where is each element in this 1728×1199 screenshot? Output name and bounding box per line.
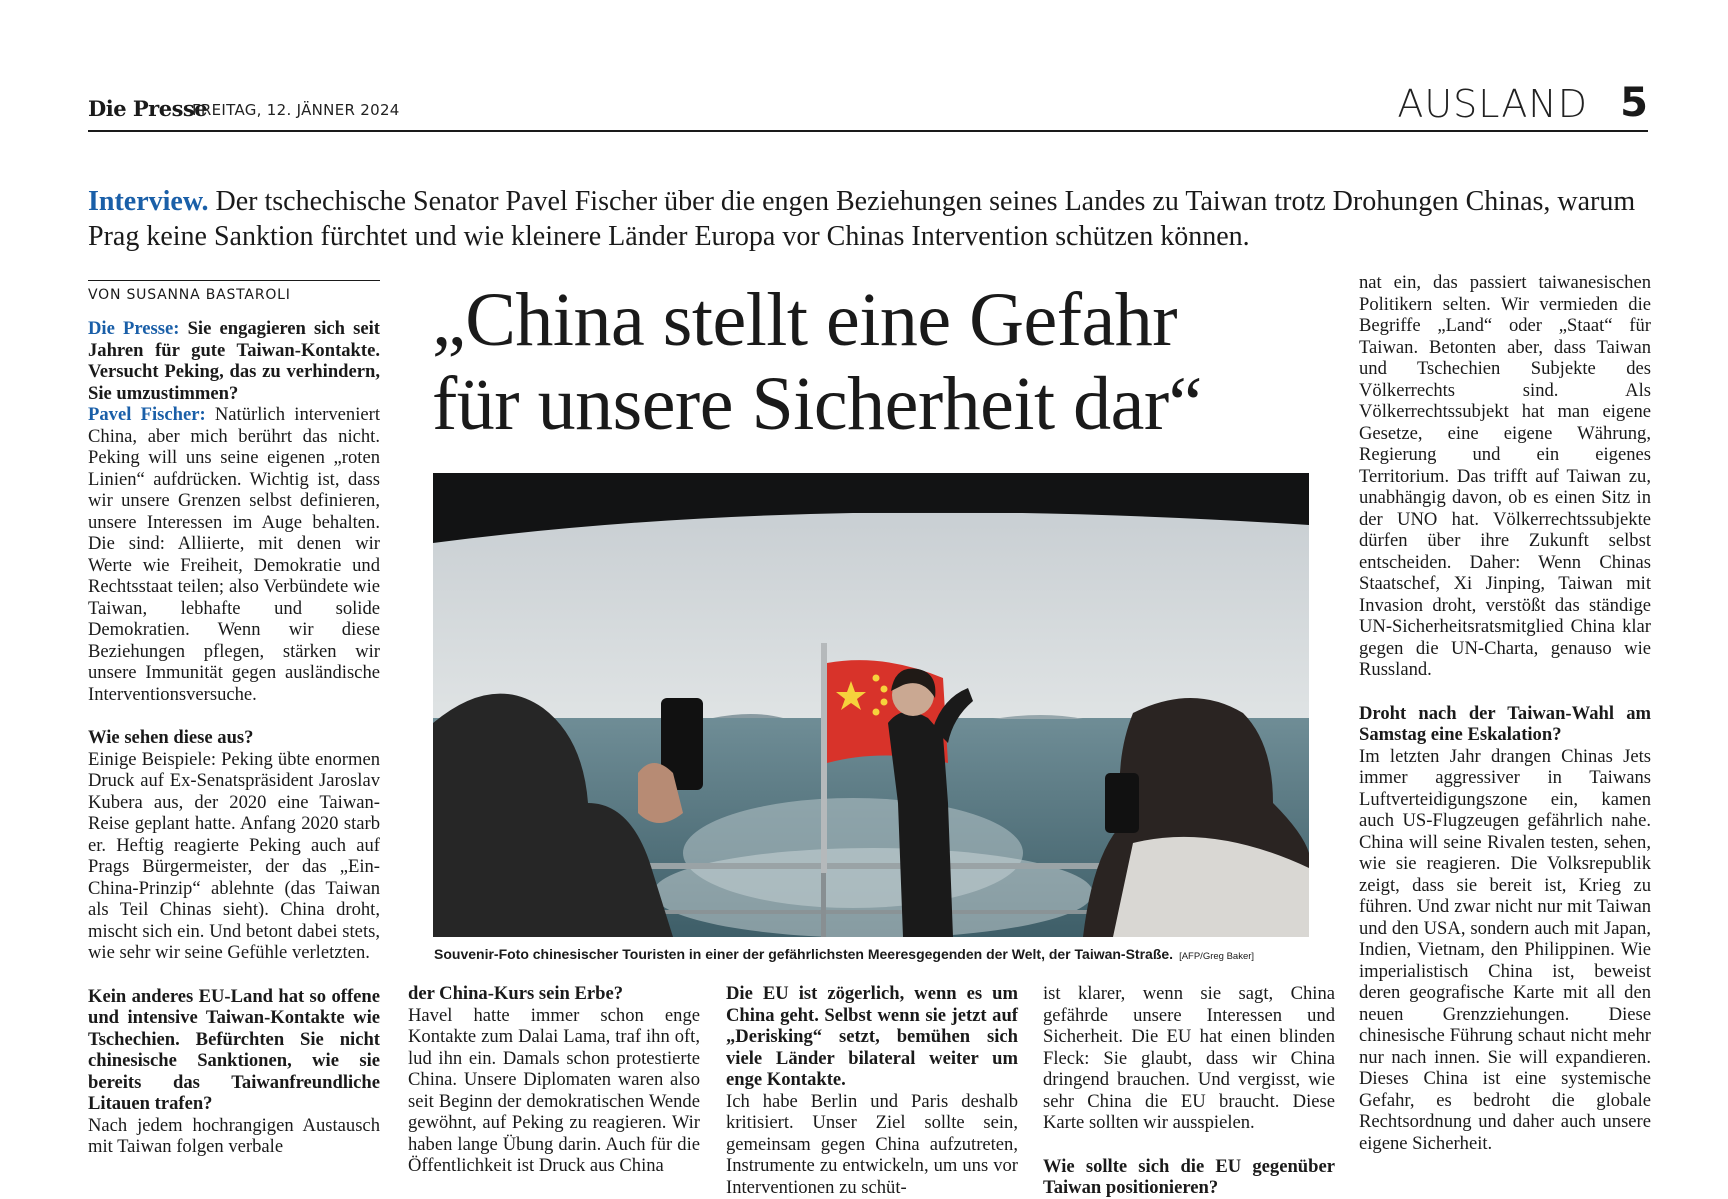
intro-text: Der tschechische Senator Pavel Fischer über die engen Beziehungen seines Landes zu Taiwan trotz Drohungen Chinas, warum Prag keine Sanktion fürchtet und wie kleinere Länder Europa vor Chinas Intervention schützen können. <box>88 186 1636 252</box>
answer-6: nat ein, das passiert taiwanesischen Politikern selten. Wir vermieden die Begriffe „Land“ oder „Staat“ für Taiwan. Betonten aber, dass Taiwan und Tschechien Subjekte des Völkerrechts sind. Als Völkerrechtssubjekt hat man eigene Gesetze, eine eigene Währung, Regierung und ein eigenes Territorium. Das trifft auf Taiwan zu, unabhängig davon, ob es einen Sitz in der UNO hat. Völkerrechtssubjekte dürfen über ihre Zukunft selbst entscheiden. Daher: Wenn Chinas Staatschef, Xi Jinping, Taiwan mit Invasion droht, verstößt das ständige UN-Sicherheitsratsmitglied China klar gegen die UN-Charta, genauso wie Russland. <box>1359 272 1651 680</box>
headline-line-1: „China stellt eine Gefahr <box>432 278 1178 362</box>
article-column-1 <box>88 318 380 1158</box>
photo-credit: [AFP/Greg Baker] <box>1179 951 1255 962</box>
speaker-die-presse: Die Presse: <box>88 318 180 339</box>
byline: VON SUSANNA BASTAROLI <box>88 280 380 303</box>
article-column-4 <box>1043 983 1335 1199</box>
photo-caption <box>434 946 1334 962</box>
intro-kicker: Interview. <box>88 186 209 217</box>
question-5: Die EU ist zögerlich, wenn es um China geht. Selbst wenn sie jetzt auf „Derisking“ setzt, bemühen sich viele Länder bilateral weiter um enge Kontakte. <box>726 983 1018 1090</box>
masthead <box>88 80 1648 132</box>
section-title: AUSLAND <box>1397 82 1588 126</box>
answer-1-text: Natürlich interveniert China, aber mich berührt das nicht. Peking will uns seine eigenen „roten Linien“ aufdrücken. Wichtig ist, dass wir unsere Grenzen selbst definieren, unsere Interessen im Auge behalten. Die sind: Alliierte, mit denen wir Werte wie Freiheit, Demokratie und Rechtsstaat teilen; also Verbündete wie Taiwan, lebhafte und solide Demokratien. Wenn wir diese Beziehungen pflegen, stärken wir unsere Immunität gegen ausländische Interventionsversuche. <box>88 404 380 705</box>
question-2: Wie sehen diese aus? <box>88 727 254 748</box>
headline <box>432 278 1332 446</box>
question-1 <box>88 318 380 404</box>
question-3: Kein anderes EU-Land hat so offene und intensive Taiwan-Kontakte wie Tschechien. Befürchten Sie nicht chinesische Sanktionen, wie sie bereits das Taiwanfreundliche Litauen trafen? <box>88 985 380 1114</box>
answer-5: Ich habe Berlin und Paris deshalb kritisiert. Unser Ziel sollte sein, gemeinsam gegen China aufzutreten, Instrumente zu entwickeln, um uns vor Interventionen zu schüt- <box>726 1090 1018 1198</box>
article-column-3 <box>726 983 1018 1198</box>
question-6: Wie sollte sich die EU gegenüber Taiwan positionieren? <box>1043 1155 1335 1198</box>
article-photo <box>433 473 1309 937</box>
issue-date: FREITAG, 12. JÄNNER 2024 <box>192 101 400 119</box>
answer-4: Havel hatte immer schon enge Kontakte zum Dalai Lama, traf ihn oft, lud ihn ein. Damals schon protestierte China. Unsere Diplomaten waren also seit Beginn der demokratischen Wende gewöhnt, auf Peking zu reagieren. Wir haben lange Übung darin. Auch für die Öffentlichkeit ist Druck aus China <box>408 1004 700 1176</box>
article-column-2 <box>408 983 700 1177</box>
article-intro <box>88 184 1688 254</box>
answer-2: Einige Beispiele: Peking übte enormen Druck auf Ex-Senatspräsident Jaroslav Kubera aus, der 2020 eine Taiwan-Reise geplant hatte. Anfang 2020 starb er. Heftig reagierte Peking auch auf Prags Bürgermeister, der das „Ein-China-Prinzip“ ablehnte (das Taiwan als Teil Chinas sieht). China droht, mischt sich ein. Und betont dabei stets, wie sehr wir seine Gefühle verletzten. <box>88 748 380 963</box>
newspaper-logo: Die Presse <box>88 96 208 121</box>
article-column-right <box>1359 272 1651 1154</box>
question-7: Droht nach der Taiwan-Wahl am Samstag eine Eskalation? <box>1359 702 1651 745</box>
caption-text: Souvenir-Foto chinesischer Touristen in einer der gefährlichsten Meeresgegenden der Welt, der Taiwan-Straße. <box>434 946 1174 962</box>
page-number: 5 <box>1620 80 1648 126</box>
headline-line-2: für unsere Sicherheit dar“ <box>432 362 1202 446</box>
question-1-text: Sie engagieren sich seit Jahren für gute Taiwan-Kontakte. Versucht Peking, das zu verhindern, Sie umzustimmen? <box>88 318 380 404</box>
answer-3: Nach jedem hochrangigen Austausch mit Taiwan folgen verbale <box>88 1114 380 1157</box>
answer-7: Im letzten Jahr drangen Chinas Jets immer aggressiver in Taiwans Luftverteidigungszone ein, kamen auch US-Flugzeugen gefährlich nahe. China will seine Rivalen testen, sehen, wie sie reagieren. Die Volksrepublik zeigt, dass sie bereit ist, Krieg zu führen. Und zwar nicht nur mit Taiwan und den USA, sondern auch mit Japan, Indien, Vietnam, den Philippinen. Wie imperialistisch China ist, beweist deren geografische Karte mit all den neuen Grenzziehungen. Diese chinesische Führung schaut nicht mehr nur nach innen. Sie will expandieren. Dieses China ist eine systemische Gefahr, es bedroht die globale Rechtsordnung und daher auch unsere eigene Sicherheit. <box>1359 745 1651 1154</box>
question-4-end: der China-Kurs sein Erbe? <box>408 983 624 1004</box>
speaker-pavel-fischer: Pavel Fischer: <box>88 404 206 425</box>
answer-5-cont: ist klarer, wenn sie sagt, China gefährde unsere Interessen und Sicherheit. Die EU hat einen blinden Fleck: Sie glaubt, dass wir China dringend brauchen. Und vergisst, wie sehr China die EU braucht. Diese Karte sollten wir ausspielen. <box>1043 983 1335 1133</box>
answer-1 <box>88 404 380 705</box>
